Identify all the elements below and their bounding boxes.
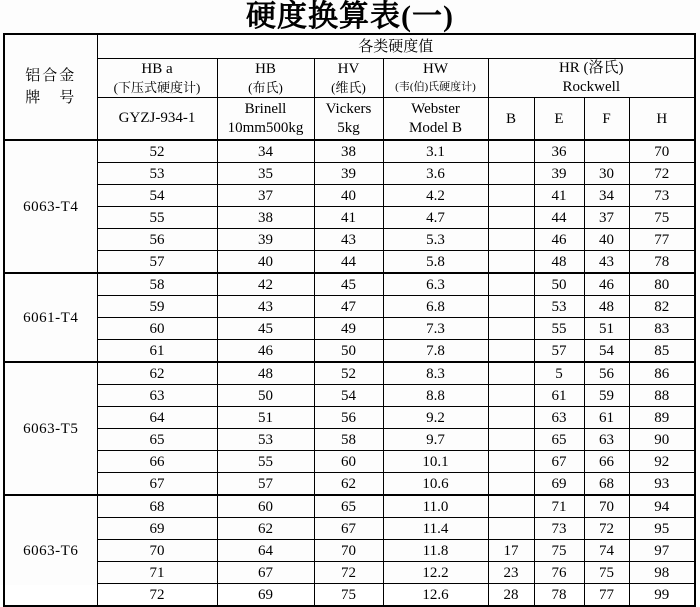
value-cell: 74 — [584, 540, 629, 562]
value-cell: 63 — [584, 429, 629, 451]
value-cell: 75 — [629, 207, 695, 229]
value-cell: 86 — [629, 362, 695, 385]
value-cell: 72 — [629, 163, 695, 185]
value-cell: 6.8 — [383, 296, 488, 318]
table-row — [4, 163, 695, 185]
value-cell: 75 — [584, 562, 629, 584]
value-cell: 34 — [217, 140, 314, 163]
value-cell: 73 — [629, 185, 695, 207]
value-cell: 66 — [584, 451, 629, 473]
value-cell: 85 — [629, 340, 695, 363]
value-cell: 50 — [217, 385, 314, 407]
value-cell: 57 — [534, 340, 584, 363]
value-cell: 44 — [314, 251, 383, 274]
alloy-name-cell: 6061-T4 — [4, 273, 97, 362]
value-cell: 6.3 — [383, 273, 488, 296]
value-cell: 47 — [314, 296, 383, 318]
table-title: 硬度换算表(一) — [246, 0, 454, 33]
table-header — [4, 34, 695, 140]
value-cell: 50 — [314, 340, 383, 363]
value-cell — [488, 318, 534, 340]
value-cell: 61 — [97, 340, 217, 363]
value-cell: 95 — [629, 518, 695, 540]
value-cell: 38 — [314, 140, 383, 163]
value-cell: 46 — [217, 340, 314, 363]
value-cell: 5.8 — [383, 251, 488, 274]
value-cell: 75 — [314, 584, 383, 607]
value-cell: 80 — [629, 273, 695, 296]
value-cell: 45 — [314, 273, 383, 296]
value-cell: 61 — [534, 385, 584, 407]
value-cell: 61 — [584, 407, 629, 429]
value-cell: 69 — [217, 584, 314, 607]
value-cell: 56 — [314, 407, 383, 429]
value-cell: 56 — [97, 229, 217, 251]
value-cell: 55 — [217, 451, 314, 473]
value-cell: 59 — [97, 296, 217, 318]
value-cell: 57 — [217, 473, 314, 496]
value-cell: 60 — [314, 451, 383, 473]
value-cell: 43 — [584, 251, 629, 274]
value-cell: 5 — [534, 362, 584, 385]
value-cell: 40 — [217, 251, 314, 274]
value-cell: 10.6 — [383, 473, 488, 496]
value-cell: 73 — [534, 518, 584, 540]
value-cell: 10.1 — [383, 451, 488, 473]
table-row — [4, 207, 695, 229]
value-cell: 48 — [534, 251, 584, 274]
table-row — [4, 318, 695, 340]
value-cell: 56 — [584, 362, 629, 385]
value-cell — [584, 140, 629, 163]
subheader-gyzj: GYZJ-934-1 — [97, 98, 217, 141]
value-cell: 39 — [217, 229, 314, 251]
header-row-names — [4, 59, 695, 98]
subheader-hr-e: E — [534, 98, 584, 141]
table-row — [4, 251, 695, 274]
header-hw: HW (韦(伯)氏硬度计) — [383, 59, 488, 98]
value-cell: 53 — [534, 296, 584, 318]
value-cell: 39 — [534, 163, 584, 185]
value-cell: 88 — [629, 385, 695, 407]
header-hr: HR (洛氏) Rockwell — [488, 59, 695, 98]
value-cell: 50 — [534, 273, 584, 296]
value-cell: 51 — [217, 407, 314, 429]
header-row-subs — [4, 98, 695, 141]
value-cell: 65 — [534, 429, 584, 451]
value-cell: 30 — [584, 163, 629, 185]
value-cell: 57 — [97, 251, 217, 274]
subheader-hr-h: H — [629, 98, 695, 141]
value-cell: 60 — [97, 318, 217, 340]
value-cell: 51 — [584, 318, 629, 340]
corner-line2: 牌 号 — [25, 90, 77, 106]
value-cell: 46 — [534, 229, 584, 251]
value-cell: 3.6 — [383, 163, 488, 185]
table-row — [4, 140, 695, 163]
value-cell — [488, 473, 534, 496]
value-cell: 54 — [97, 185, 217, 207]
value-cell: 83 — [629, 318, 695, 340]
value-cell: 11.8 — [383, 540, 488, 562]
value-cell: 64 — [97, 407, 217, 429]
value-cell: 65 — [97, 429, 217, 451]
value-cell: 53 — [217, 429, 314, 451]
table-row — [4, 273, 695, 296]
value-cell: 63 — [97, 385, 217, 407]
table-row — [4, 562, 695, 584]
table-row — [4, 385, 695, 407]
value-cell: 43 — [217, 296, 314, 318]
value-cell: 94 — [629, 495, 695, 518]
value-cell: 58 — [97, 273, 217, 296]
value-cell: 78 — [629, 251, 695, 274]
value-cell: 39 — [314, 163, 383, 185]
table-row — [4, 429, 695, 451]
value-cell: 62 — [97, 362, 217, 385]
header-row-span — [4, 34, 695, 59]
value-cell: 62 — [217, 518, 314, 540]
subheader-vickers: Vickers 5kg — [314, 98, 383, 141]
value-cell — [488, 185, 534, 207]
table-row — [4, 540, 695, 562]
table-row — [4, 495, 695, 518]
value-cell: 42 — [217, 273, 314, 296]
value-cell: 36 — [534, 140, 584, 163]
table-row — [4, 407, 695, 429]
value-cell: 45 — [217, 318, 314, 340]
value-cell: 71 — [534, 495, 584, 518]
value-cell: 66 — [97, 451, 217, 473]
value-cell — [488, 163, 534, 185]
value-cell: 37 — [217, 185, 314, 207]
value-cell: 69 — [97, 518, 217, 540]
value-cell: 63 — [534, 407, 584, 429]
value-cell: 4.2 — [383, 185, 488, 207]
value-cell: 77 — [584, 584, 629, 607]
value-cell: 93 — [629, 473, 695, 496]
subheader-webster: Webster Model B — [383, 98, 488, 141]
value-cell: 34 — [584, 185, 629, 207]
value-cell — [488, 273, 534, 296]
table-body — [4, 140, 695, 606]
table-row — [4, 340, 695, 363]
value-cell: 46 — [584, 273, 629, 296]
value-cell: 70 — [314, 540, 383, 562]
value-cell — [488, 140, 534, 163]
value-cell — [488, 407, 534, 429]
value-cell: 60 — [217, 495, 314, 518]
subheader-brinell: Brinell 10mm500kg — [217, 98, 314, 141]
value-cell: 67 — [97, 473, 217, 496]
value-cell: 48 — [217, 362, 314, 385]
value-cell: 40 — [314, 185, 383, 207]
span-title-cell: 各类硬度值 — [97, 34, 695, 59]
value-cell: 4.7 — [383, 207, 488, 229]
value-cell — [488, 495, 534, 518]
header-hb: HB (布氏) — [217, 59, 314, 98]
value-cell: 55 — [534, 318, 584, 340]
table-row — [4, 185, 695, 207]
header-hba: HB a (下压式硬度计) — [97, 59, 217, 98]
table-row — [4, 229, 695, 251]
alloy-name-cell: 6063-T6 — [4, 495, 97, 606]
table-row — [4, 451, 695, 473]
value-cell: 11.0 — [383, 495, 488, 518]
value-cell: 70 — [97, 540, 217, 562]
value-cell: 62 — [314, 473, 383, 496]
value-cell: 70 — [584, 495, 629, 518]
value-cell: 54 — [314, 385, 383, 407]
table-row — [4, 584, 695, 607]
value-cell: 28 — [488, 584, 534, 607]
table-row — [4, 473, 695, 496]
corner-cell-alloy-grade — [4, 34, 97, 140]
value-cell: 49 — [314, 318, 383, 340]
value-cell: 89 — [629, 407, 695, 429]
value-cell — [488, 229, 534, 251]
value-cell: 37 — [584, 207, 629, 229]
value-cell: 44 — [534, 207, 584, 229]
value-cell: 41 — [534, 185, 584, 207]
value-cell: 35 — [217, 163, 314, 185]
table-row — [4, 518, 695, 540]
value-cell — [488, 296, 534, 318]
value-cell: 68 — [584, 473, 629, 496]
value-cell: 40 — [584, 229, 629, 251]
value-cell: 92 — [629, 451, 695, 473]
value-cell: 71 — [97, 562, 217, 584]
value-cell: 54 — [584, 340, 629, 363]
value-cell: 17 — [488, 540, 534, 562]
value-cell: 72 — [584, 518, 629, 540]
value-cell: 76 — [534, 562, 584, 584]
value-cell — [488, 385, 534, 407]
hardness-conversion-table — [3, 33, 696, 607]
value-cell: 55 — [97, 207, 217, 229]
value-cell: 99 — [629, 584, 695, 607]
value-cell: 41 — [314, 207, 383, 229]
value-cell: 43 — [314, 229, 383, 251]
value-cell: 7.8 — [383, 340, 488, 363]
value-cell — [488, 251, 534, 274]
value-cell: 98 — [629, 562, 695, 584]
value-cell — [488, 362, 534, 385]
value-cell: 8.3 — [383, 362, 488, 385]
table-row — [4, 362, 695, 385]
value-cell: 69 — [534, 473, 584, 496]
value-cell: 3.1 — [383, 140, 488, 163]
value-cell — [488, 518, 534, 540]
value-cell: 52 — [97, 140, 217, 163]
value-cell: 90 — [629, 429, 695, 451]
value-cell: 68 — [97, 495, 217, 518]
value-cell: 64 — [217, 540, 314, 562]
value-cell: 7.3 — [383, 318, 488, 340]
value-cell: 9.2 — [383, 407, 488, 429]
header-hv: HV (维氏) — [314, 59, 383, 98]
value-cell: 23 — [488, 562, 534, 584]
value-cell: 53 — [97, 163, 217, 185]
subheader-hr-b: B — [488, 98, 534, 141]
corner-line1: 铝合金 — [25, 68, 77, 84]
value-cell: 11.4 — [383, 518, 488, 540]
value-cell: 77 — [629, 229, 695, 251]
value-cell: 67 — [217, 562, 314, 584]
value-cell: 52 — [314, 362, 383, 385]
value-cell — [488, 340, 534, 363]
table-row — [4, 296, 695, 318]
value-cell: 97 — [629, 540, 695, 562]
value-cell: 67 — [534, 451, 584, 473]
subheader-hr-f: F — [584, 98, 629, 141]
value-cell: 59 — [584, 385, 629, 407]
value-cell: 9.7 — [383, 429, 488, 451]
value-cell — [488, 429, 534, 451]
value-cell: 48 — [584, 296, 629, 318]
alloy-name-cell: 6063-T4 — [4, 140, 97, 273]
value-cell: 82 — [629, 296, 695, 318]
value-cell: 38 — [217, 207, 314, 229]
value-cell: 75 — [534, 540, 584, 562]
value-cell: 72 — [97, 584, 217, 607]
value-cell: 65 — [314, 495, 383, 518]
value-cell: 8.8 — [383, 385, 488, 407]
value-cell — [488, 451, 534, 473]
value-cell: 5.3 — [383, 229, 488, 251]
value-cell: 70 — [629, 140, 695, 163]
value-cell: 58 — [314, 429, 383, 451]
value-cell: 78 — [534, 584, 584, 607]
value-cell: 12.6 — [383, 584, 488, 607]
value-cell — [488, 207, 534, 229]
value-cell: 67 — [314, 518, 383, 540]
value-cell: 72 — [314, 562, 383, 584]
value-cell: 12.2 — [383, 562, 488, 584]
alloy-name-cell: 6063-T5 — [4, 362, 97, 495]
